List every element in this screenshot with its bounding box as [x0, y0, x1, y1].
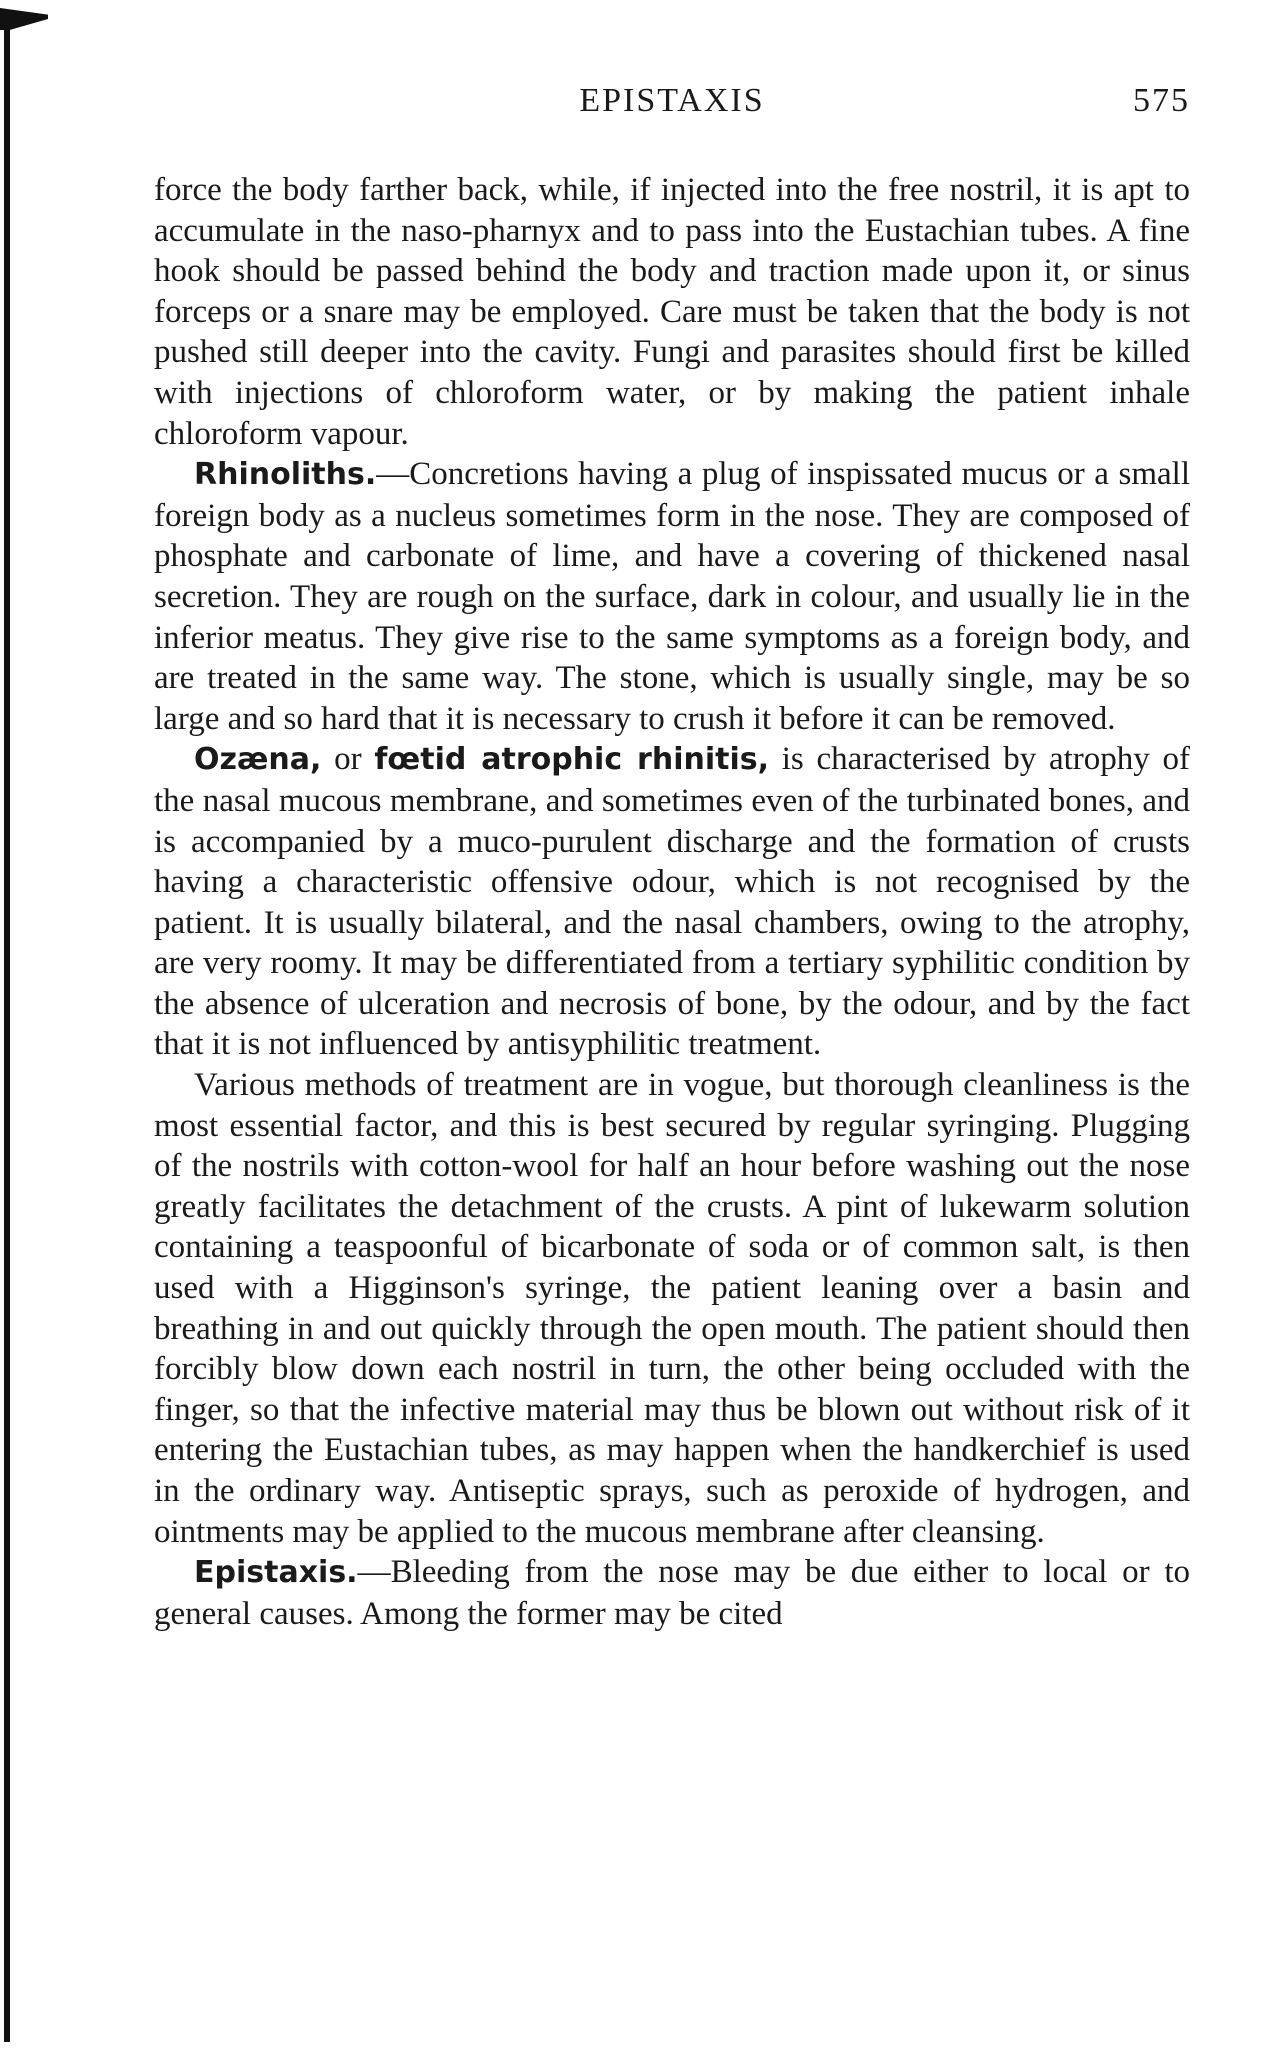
paragraph-rhinoliths [154, 454, 1190, 739]
section-heading-ozaena: Ozæna, [194, 742, 322, 778]
binding-edge [4, 22, 10, 2042]
section-heading-foetid-atrophic-rhinitis: fœtid atrophic rhinitis, [374, 742, 769, 778]
paragraph-continuation [154, 170, 1190, 454]
running-head-title: EPISTAXIS [579, 82, 765, 119]
section-heading-epistaxis: Epistaxis. [194, 1555, 358, 1591]
paragraph-text: Various methods of treatment are in vogue, but thorough cleanliness is the most essential factor, and this is best secured by regular syringing. Plugging of the nostrils with cotton-wool for half an hour before washing out the nose greatly facilitates the detachment of the crusts. A pint of lukewarm solution containing a teaspoonful of bicarbonate of soda or of common salt, is then used with a Higginson's syringe, the patient leaning over a basin and breathing in and out quickly through the open mouth. The patient should then forcibly blow down each nostril in turn, the other being occluded with the finger, so that the infective material may thus be blown out without risk of it entering the Eustachian tubes, as may happen when the handkerchief is used in the ordinary way. Antiseptic sprays, such as peroxide of hydrogen, and ointments may be applied to the mucous membrane after cleansing. [154, 1067, 1190, 1550]
paragraph-text: —Bleeding from the nose may be due either to local or to general causes. Among the former may be cited [154, 1554, 1190, 1632]
paragraph-ozaena [154, 739, 1190, 1065]
page-number: 575 [1133, 82, 1190, 119]
running-head [154, 82, 1190, 128]
paragraph-text: —Concretions having a plug of inspissated mucus or a small foreign body as a nucleus sometimes form in the nose. They are composed of phosphate and carbonate of lime, and have a covering of thickened nasal secretion. They are rough on the surface, dark in colour, and usually lie in the inferior meatus. They give rise to the same symptoms as a foreign body, and are treated in the same way. The stone, which is usually single, may be so large and so hard that it is necessary to crush it before it can be removed. [154, 456, 1190, 737]
section-heading-rhinoliths: Rhinoliths. [194, 457, 377, 493]
paragraph-epistaxis [154, 1552, 1190, 1634]
paragraph-text: force the body farther back, while, if injected into the free nostril, it is apt to accumulate in the naso-pharnyx and to pass into the Eustachian tubes. A fine hook should be passed behind the body and traction made upon it, or sinus forceps or a snare may be employed. Care must be taken that the body is not pushed still deeper into the cavity. Fungi and parasites should first be killed with injections of chloroform water, or by making the patient inhale chloroform vapour. [154, 172, 1190, 452]
paragraph-treatment [154, 1065, 1190, 1552]
body-text [154, 170, 1190, 1634]
paragraph-text: is characterised by atrophy of the nasal mucous membrane, and sometimes even of the turbinated bones, and is accompanied by a muco-purulent discharge and the formation of crusts having a characteristic offensive odour, which is not recognised by the patient. It is usually bilateral, and the nasal chambers, owing to the atrophy, are very roomy. It may be differentiated from a tertiary syphilitic condition by the absence of ulceration and necrosis of bone, by the odour, and by the fact that it is not influenced by antisyphilitic treatment. [154, 741, 1190, 1063]
heading-connector: or [321, 741, 375, 778]
